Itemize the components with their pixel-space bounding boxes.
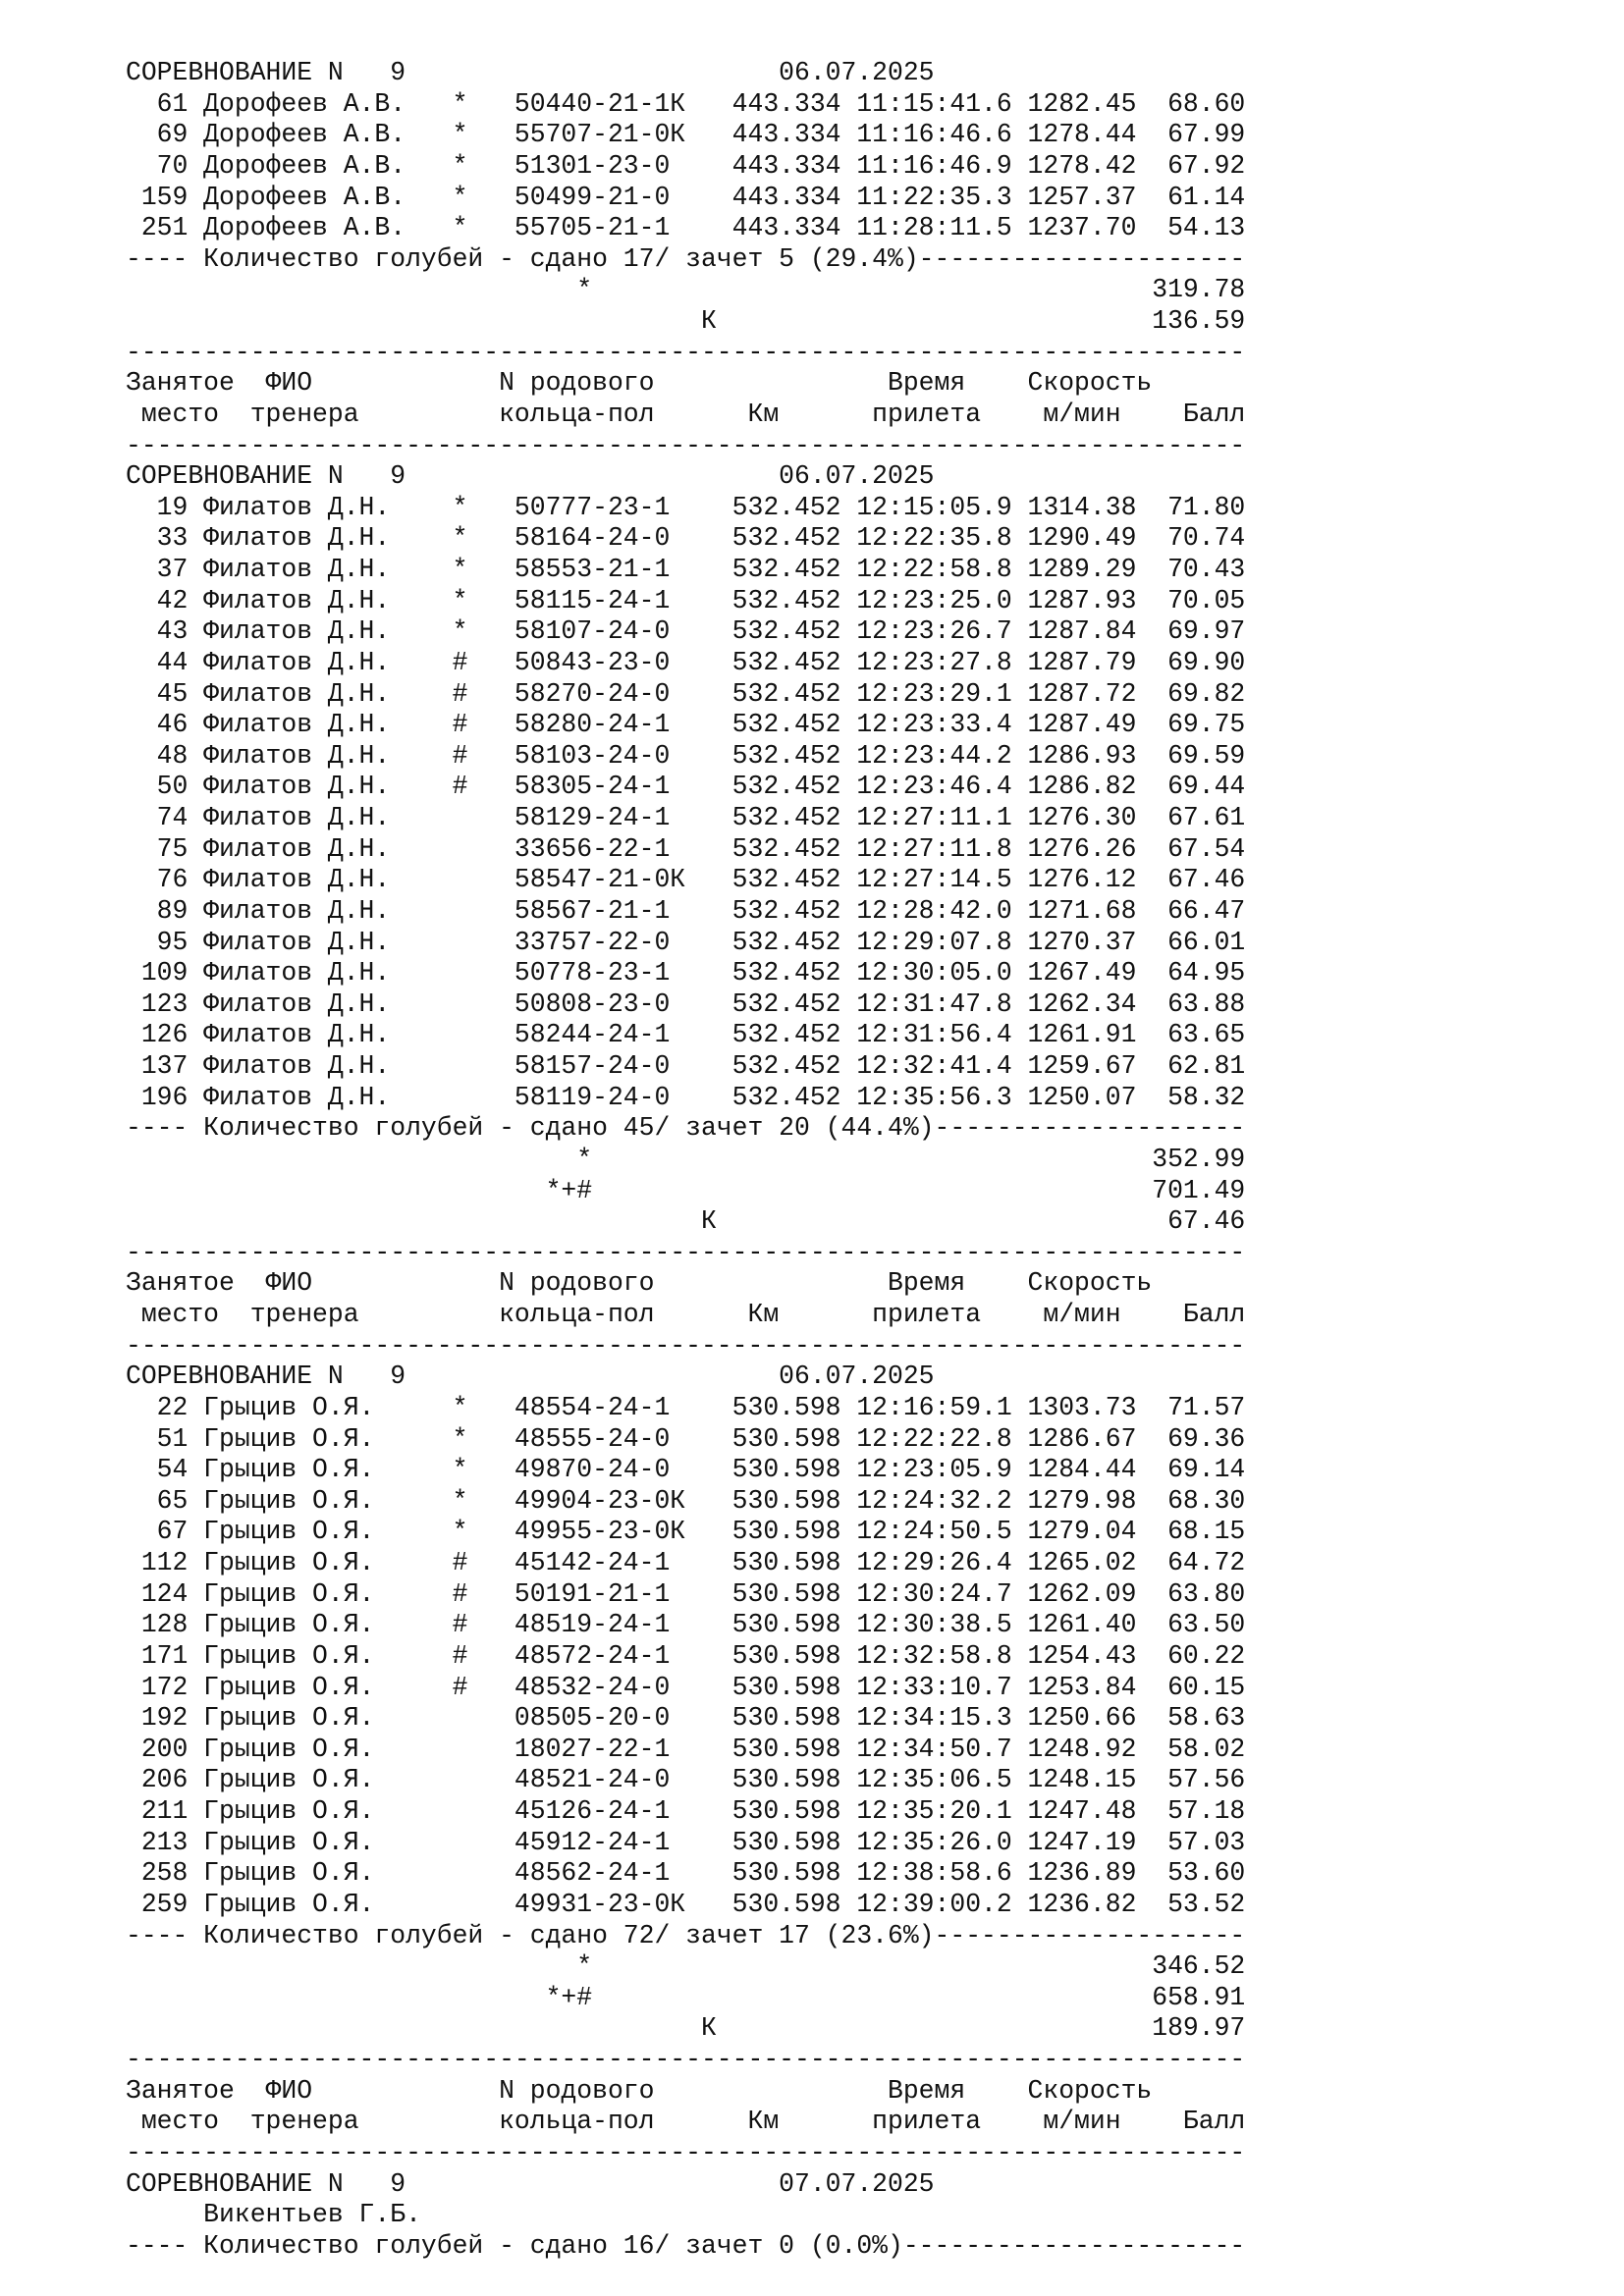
column-header: Занятое ФИО N родового Время Скорость bbox=[126, 368, 1153, 399]
table-row: 76 Филатов Д.Н. 58547-21-0К 532.452 12:27:14.5 1276.12 67.46 bbox=[126, 865, 1246, 895]
table-row: 258 Грыцив О.Я. 48562-24-1 530.598 12:38:58.6 1236.89 53.60 bbox=[126, 1858, 1246, 1889]
results-report bbox=[126, 58, 1245, 2262]
separator-line: ------------------------------------------------------------------------ bbox=[126, 2137, 1246, 2167]
separator-line: ------------------------------------------------------------------------ bbox=[126, 1237, 1246, 1267]
total-line: К 67.46 bbox=[126, 1206, 1246, 1237]
competition-line: СОРЕВНОВАНИЕ N 9 06.07.2025 bbox=[126, 461, 935, 492]
competition-line: СОРЕВНОВАНИЕ N 9 06.07.2025 bbox=[126, 1362, 935, 1392]
table-row: 33 Филатов Д.Н. * 58164-24-0 532.452 12:22:35.8 1290.49 70.74 bbox=[126, 523, 1246, 554]
table-row: 200 Грыцив О.Я. 18027-22-1 530.598 12:34:50.7 1248.92 58.02 bbox=[126, 1734, 1246, 1764]
table-row: 48 Филатов Д.Н. # 58103-24-0 532.452 12:23:44.2 1286.93 69.59 bbox=[126, 740, 1246, 771]
table-row: 126 Филатов Д.Н. 58244-24-1 532.452 12:31:56.4 1261.91 63.65 bbox=[126, 1020, 1246, 1050]
column-header: место тренера кольца-пол Км прилета м/мин Балл bbox=[126, 2107, 1246, 2137]
table-row: 137 Филатов Д.Н. 58157-24-0 532.452 12:32:41.4 1259.67 62.81 bbox=[126, 1051, 1246, 1081]
table-row: 44 Филатов Д.Н. # 50843-23-0 532.452 12:23:27.8 1287.79 69.90 bbox=[126, 647, 1246, 677]
competition-line: СОРЕВНОВАНИЕ N 9 07.07.2025 bbox=[126, 2168, 935, 2199]
table-row: 51 Грыцив О.Я. * 48555-24-0 530.598 12:22:22.8 1286.67 69.36 bbox=[126, 1423, 1246, 1454]
table-row: 45 Филатов Д.Н. # 58270-24-0 532.452 12:23:29.1 1287.72 69.82 bbox=[126, 678, 1246, 709]
table-row: 74 Филатов Д.Н. 58129-24-1 532.452 12:27:11.1 1276.30 67.61 bbox=[126, 803, 1246, 832]
separator-line: ------------------------------------------------------------------------ bbox=[126, 337, 1246, 367]
summary-line: ---- Количество голубей - сдано 16/ зачет 0 (0.0%)---------------------- bbox=[126, 2230, 1246, 2261]
table-row: 70 Дорофеев А.В. * 51301-23-0 443.334 11:16:46.9 1278.42 67.92 bbox=[126, 150, 1246, 181]
table-row: 128 Грыцив О.Я. # 48519-24-1 530.598 12:30:38.5 1261.40 63.50 bbox=[126, 1610, 1246, 1640]
table-row: 171 Грыцив О.Я. # 48572-24-1 530.598 12:32:58.8 1254.43 60.22 bbox=[126, 1640, 1246, 1671]
total-line: * 346.52 bbox=[126, 1951, 1246, 1982]
table-row: 211 Грыцив О.Я. 45126-24-1 530.598 12:35:20.1 1247.48 57.18 bbox=[126, 1796, 1246, 1826]
table-row: 22 Грыцив О.Я. * 48554-24-1 530.598 12:16:59.1 1303.73 71.57 bbox=[126, 1392, 1246, 1422]
table-row: 50 Филатов Д.Н. # 58305-24-1 532.452 12:23:46.4 1286.82 69.44 bbox=[126, 772, 1246, 802]
total-line: * 319.78 bbox=[126, 275, 1246, 305]
separator-line: ------------------------------------------------------------------------ bbox=[126, 430, 1246, 460]
column-header: Занятое ФИО N родового Время Скорость bbox=[126, 1268, 1153, 1299]
total-line: *+# 658.91 bbox=[126, 1982, 1246, 2012]
competition-line: СОРЕВНОВАНИЕ N 9 06.07.2025 bbox=[126, 58, 935, 87]
table-row: 251 Дорофеев А.В. * 55705-21-1 443.334 11:28:11.5 1237.70 54.13 bbox=[126, 213, 1246, 243]
table-row: 213 Грыцив О.Я. 45912-24-1 530.598 12:35:26.0 1247.19 57.03 bbox=[126, 1827, 1246, 1857]
total-line: * 352.99 bbox=[126, 1144, 1246, 1174]
table-row: 159 Дорофеев А.В. * 50499-21-0 443.334 11:22:35.3 1257.37 61.14 bbox=[126, 182, 1246, 212]
summary-line: ---- Количество голубей - сдано 17/ зачет 5 (29.4%)--------------------- bbox=[126, 243, 1246, 274]
table-row: 46 Филатов Д.Н. # 58280-24-1 532.452 12:23:33.4 1287.49 69.75 bbox=[126, 710, 1246, 740]
table-row: 192 Грыцив О.Я. 08505-20-0 530.598 12:34:15.3 1250.66 58.63 bbox=[126, 1703, 1246, 1734]
summary-line: ---- Количество голубей - сдано 45/ зачет 20 (44.4%)-------------------- bbox=[126, 1113, 1246, 1144]
total-line: К 136.59 bbox=[126, 306, 1246, 336]
table-row: 37 Филатов Д.Н. * 58553-21-1 532.452 12:22:58.8 1289.29 70.43 bbox=[126, 555, 1246, 584]
column-header: Занятое ФИО N родового Время Скорость bbox=[126, 2075, 1153, 2106]
table-row: 123 Филатов Д.Н. 50808-23-0 532.452 12:31:47.8 1262.34 63.88 bbox=[126, 988, 1246, 1019]
table-row: 112 Грыцив О.Я. # 45142-24-1 530.598 12:29:26.4 1265.02 64.72 bbox=[126, 1548, 1246, 1577]
table-row: 75 Филатов Д.Н. 33656-22-1 532.452 12:27:11.8 1276.26 67.54 bbox=[126, 833, 1246, 864]
table-row: 43 Филатов Д.Н. * 58107-24-0 532.452 12:23:26.7 1287.84 69.97 bbox=[126, 616, 1246, 647]
separator-line: ------------------------------------------------------------------------ bbox=[126, 2045, 1246, 2074]
table-row: 54 Грыцив О.Я. * 49870-24-0 530.598 12:23:05.9 1284.44 69.14 bbox=[126, 1455, 1246, 1485]
table-row: 42 Филатов Д.Н. * 58115-24-1 532.452 12:23:25.0 1287.93 70.05 bbox=[126, 585, 1246, 615]
table-row: 61 Дорофеев А.В. * 50440-21-1К 443.334 11:15:41.6 1282.45 68.60 bbox=[126, 88, 1246, 119]
column-header: место тренера кольца-пол Км прилета м/мин Балл bbox=[126, 399, 1246, 429]
table-row: 196 Филатов Д.Н. 58119-24-0 532.452 12:35:56.3 1250.07 58.32 bbox=[126, 1082, 1246, 1112]
column-header: место тренера кольца-пол Км прилета м/мин Балл bbox=[126, 1300, 1246, 1329]
total-line: *+# 701.49 bbox=[126, 1175, 1246, 1205]
total-line: К 189.97 bbox=[126, 2013, 1246, 2044]
separator-line: ------------------------------------------------------------------------ bbox=[126, 1330, 1246, 1361]
table-row: 124 Грыцив О.Я. # 50191-21-1 530.598 12:30:24.7 1262.09 63.80 bbox=[126, 1578, 1246, 1609]
table-row: 95 Филатов Д.Н. 33757-22-0 532.452 12:29:07.8 1270.37 66.01 bbox=[126, 927, 1246, 957]
table-row: 69 Дорофеев А.В. * 55707-21-0К 443.334 11:16:46.6 1278.44 67.99 bbox=[126, 120, 1246, 150]
table-row: 19 Филатов Д.Н. * 50777-23-1 532.452 12:15:05.9 1314.38 71.80 bbox=[126, 492, 1246, 522]
table-row: 89 Филатов Д.Н. 58567-21-1 532.452 12:28:42.0 1271.68 66.47 bbox=[126, 895, 1246, 926]
table-row: 259 Грыцив О.Я. 49931-23-0К 530.598 12:39:00.2 1236.82 53.52 bbox=[126, 1889, 1246, 1919]
table-row: 109 Филатов Д.Н. 50778-23-1 532.452 12:30:05.0 1267.49 64.95 bbox=[126, 958, 1246, 988]
participant-line: Викентьев Г.Б. bbox=[126, 2200, 421, 2230]
table-row: 67 Грыцив О.Я. * 49955-23-0К 530.598 12:24:50.5 1279.04 68.15 bbox=[126, 1517, 1246, 1547]
table-row: 206 Грыцив О.Я. 48521-24-0 530.598 12:35:06.5 1248.15 57.56 bbox=[126, 1765, 1246, 1795]
table-row: 172 Грыцив О.Я. # 48532-24-0 530.598 12:33:10.7 1253.84 60.15 bbox=[126, 1672, 1246, 1702]
summary-line: ---- Количество голубей - сдано 72/ зачет 17 (23.6%)-------------------- bbox=[126, 1920, 1246, 1950]
table-row: 65 Грыцив О.Я. * 49904-23-0К 530.598 12:24:32.2 1279.98 68.30 bbox=[126, 1485, 1246, 1516]
